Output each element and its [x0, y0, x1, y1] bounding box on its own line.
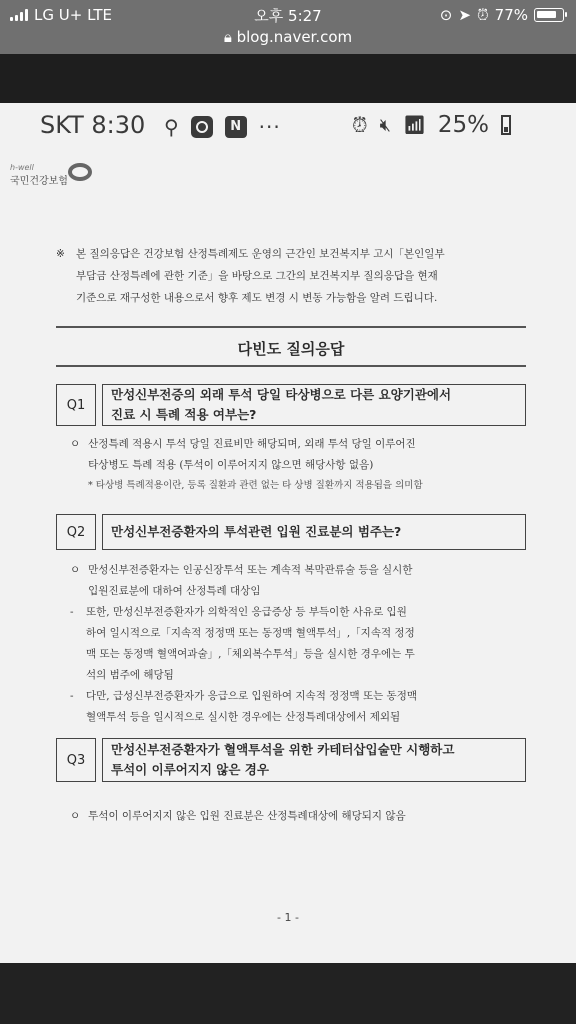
ios-carrier: LG U+ LTE [34, 6, 112, 24]
question-3 [56, 738, 526, 782]
search-icon: ⚲ [164, 115, 179, 139]
section-rule-bottom [56, 365, 526, 367]
answer-note: * 타상병 특례적용이란, 등록 질환과 관련 없는 타 상병 질환까지 적용됨을 의미함 [88, 480, 423, 491]
battery-icon [534, 8, 564, 22]
question-2 [56, 514, 526, 550]
section-title: 다빈도 질의응답 [237, 340, 345, 358]
answer-bullet [70, 806, 526, 827]
notice-line: 부담금 산정특례에 관한 기준」을 바탕으로 그간의 보건복지부 질의응답을 현재 [76, 270, 438, 282]
document-body [56, 243, 526, 827]
answer-line: 맥 또는 동정맥 혈액여과술」,「체외복수투석」등을 실시한 경우에는 투 [86, 648, 415, 660]
ios-battery-percent: 77% [494, 6, 528, 24]
android-left-icons [164, 115, 281, 139]
more-icon: ··· [258, 115, 281, 139]
answer-line: 산정특례 적용시 투석 당일 진료비만 해당되며, 외래 투석 당일 이루어진 [88, 438, 416, 450]
bullet-mark: ㅇ [70, 438, 81, 450]
url-text: blog.naver.com [236, 28, 353, 46]
answer-line: 투석이 이루어지지 않은 입원 진료분은 산정특례대상에 해당되지 않음 [88, 810, 406, 822]
logo-tagline: h-well [10, 163, 34, 172]
question-1 [56, 384, 526, 426]
answer-bullet [70, 434, 526, 476]
logo-name: 국민건강보험 [10, 176, 68, 187]
notice-mark: ※ [56, 248, 65, 260]
answer-line: 만성신부전증환자는 인공신장투석 또는 계속적 복막관류술 등을 실시한 [88, 564, 413, 576]
nhis-logo [10, 163, 68, 187]
circle-app-icon [191, 116, 213, 138]
browser-top-band [0, 54, 576, 103]
question-line: 투석이 이루어지지 않은 경우 [111, 762, 269, 777]
question-text: 만성신부전증환자의 투석관련 입원 진료분의 범주는? [102, 514, 526, 550]
question-line: 진료 시 특례 적용 여부는? [111, 407, 257, 422]
answer-sub-item [70, 602, 526, 686]
dash-mark: - [70, 690, 74, 702]
answer-line: 하여 일시적으로「지속적 정정맥 또는 동정맥 혈액투석」,「지속적 정정 [86, 627, 415, 639]
logo-mark-icon [68, 163, 92, 181]
android-battery-percent: 25% [437, 112, 489, 138]
question-text [102, 738, 526, 782]
android-status-bar [0, 103, 576, 149]
wifi-icon: 📶︎ [402, 114, 426, 136]
browser-url-bar[interactable] [0, 28, 576, 46]
answer-3 [56, 806, 526, 827]
question-line: 만성신부전증환자가 혈액투석을 위한 카테터삽입술만 시행하고 [111, 742, 455, 757]
question-number: Q1 [56, 384, 96, 426]
answer-line: 또한, 만성신부전증환자가 의학적인 응급증상 등 부득이한 사유로 입원 [86, 606, 407, 618]
answer-1 [56, 434, 526, 496]
question-number: Q2 [56, 514, 96, 550]
blog-photo [0, 103, 576, 963]
page-number: - 1 - [277, 911, 299, 924]
mute-icon: 🔇︎ [379, 114, 391, 136]
answer-line: 석의 범주에 해당됨 [86, 669, 174, 681]
question-number: Q3 [56, 738, 96, 782]
ios-time: 오후 5:27 [254, 7, 322, 25]
answer-2 [56, 560, 526, 728]
bullet-mark: ㅇ [70, 564, 81, 576]
ios-status-right [440, 6, 564, 24]
notice-line: 본 질의응답은 건강보험 산정특례제도 운영의 근간인 보건복지부 고시「본인일부 [76, 248, 445, 260]
answer-line: 입원진료분에 대하여 산정특례 대상임 [88, 585, 261, 597]
answer-line: 타상병도 특례 적용 (투석이 이루어지지 않으면 해당사항 없음) [88, 459, 374, 471]
ios-status-bar [0, 0, 576, 54]
rotation-lock-icon: ⊙ [439, 6, 453, 24]
question-text [102, 384, 526, 426]
answer-sub-item [70, 686, 526, 728]
answer-line: 다만, 급성신부전증환자가 응급으로 입원하여 지속적 정정맥 또는 동정맥 [86, 690, 417, 702]
bullet-mark: ㅇ [70, 810, 81, 822]
browser-bottom-band [0, 963, 576, 1024]
dash-mark: - [70, 606, 74, 618]
android-right-icons [352, 112, 511, 138]
notice [56, 243, 526, 309]
alarm-icon: ⏰︎ [476, 6, 489, 24]
answer-bullet [70, 560, 526, 602]
lock-icon: 🔒︎ [223, 28, 232, 46]
alarm-icon: ⏰︎ [352, 113, 368, 137]
android-battery-icon [501, 115, 511, 135]
location-icon: ➤ [458, 6, 471, 24]
answer-line: 혈액투석 등을 일시적으로 실시한 경우에는 산정특례대상에서 제외됨 [86, 711, 401, 723]
android-carrier-time: SKT 8:30 [40, 111, 146, 139]
naver-icon: N [225, 116, 247, 138]
notice-text [76, 243, 445, 309]
notice-line: 기준으로 재구성한 내용으로서 향후 제도 변경 시 변동 가능함을 알려 드립니다. [76, 292, 438, 304]
question-line: 만성신부전증의 외래 투석 당일 타상병으로 다른 요양기관에서 [111, 387, 452, 402]
